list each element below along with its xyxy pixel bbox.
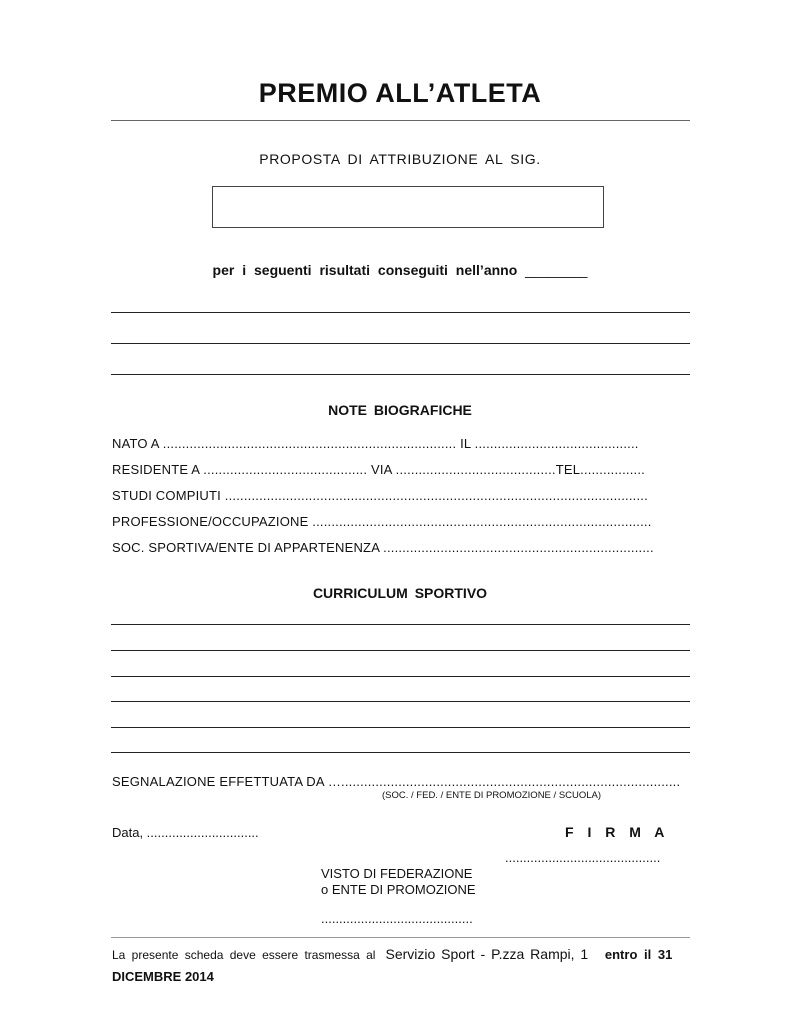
reporter-field[interactable]: SEGNALAZIONE EFFETTUATA DA …......................................................................................... bbox=[112, 774, 681, 789]
results-line-2[interactable] bbox=[111, 343, 690, 344]
curriculum-line-1[interactable] bbox=[111, 624, 690, 625]
footer-address: Servizio Sport - P.zza Rampi, 1 bbox=[385, 946, 589, 962]
footer-divider bbox=[111, 937, 690, 938]
curriculum-line-5[interactable] bbox=[111, 727, 690, 728]
visto-signature-line[interactable]: .......................................... bbox=[321, 911, 473, 926]
results-label bbox=[0, 262, 800, 278]
curriculum-line-3[interactable] bbox=[111, 676, 690, 677]
signature-line[interactable]: ........................................... bbox=[505, 850, 661, 865]
bio-field-club[interactable]: SOC. SPORTIVA/ENTE DI APPARTENENZA ....................................................................... bbox=[112, 540, 654, 555]
bio-heading: NOTE BIOGRAFICHE bbox=[328, 402, 472, 418]
footer-line-1 bbox=[112, 946, 672, 962]
curriculum-line-4[interactable] bbox=[111, 701, 690, 702]
footer-text-1: La presente scheda deve essere trasmessa al bbox=[112, 948, 376, 962]
bio-field-birth[interactable]: NATO A ............................................................................. IL ........................................... bbox=[112, 436, 639, 451]
visto-line-2: o ENTE DI PROMOZIONE bbox=[321, 882, 476, 897]
bio-field-residence[interactable]: RESIDENTE A ........................................... VIA ..........................................TEL................. bbox=[112, 462, 645, 477]
bio-field-profession[interactable]: PROFESSIONE/OCCUPAZIONE ......................................................................................... bbox=[112, 514, 652, 529]
footer-deadline: entro il 31 bbox=[604, 947, 673, 962]
visto-line-1: VISTO DI FEDERAZIONE bbox=[321, 866, 473, 881]
curriculum-heading: CURRICULUM SPORTIVO bbox=[312, 585, 488, 601]
name-input-box[interactable] bbox=[212, 186, 604, 228]
signature-label: F I R M A bbox=[565, 824, 670, 840]
page-title: PREMIO ALL’ATLETA bbox=[258, 78, 542, 108]
footer-line-2: DICEMBRE 2014 bbox=[112, 969, 214, 984]
title-divider bbox=[111, 120, 690, 121]
results-line-3[interactable] bbox=[111, 374, 690, 375]
bio-field-studies[interactable]: STUDI COMPIUTI ............................................................................................................... bbox=[112, 488, 648, 503]
results-text: per i seguenti risultati conseguiti nell’anno bbox=[212, 262, 518, 278]
reporter-note: (SOC. / FED. / ENTE DI PROMOZIONE / SCUOLA) bbox=[382, 790, 602, 801]
proposal-label: PROPOSTA DI ATTRIBUZIONE AL SIG. bbox=[259, 151, 541, 167]
date-field[interactable]: Data, ............................... bbox=[112, 825, 259, 840]
curriculum-line-6[interactable] bbox=[111, 752, 690, 753]
year-blank[interactable]: ________ bbox=[525, 262, 588, 278]
curriculum-line-2[interactable] bbox=[111, 650, 690, 651]
results-line-1[interactable] bbox=[111, 312, 690, 313]
